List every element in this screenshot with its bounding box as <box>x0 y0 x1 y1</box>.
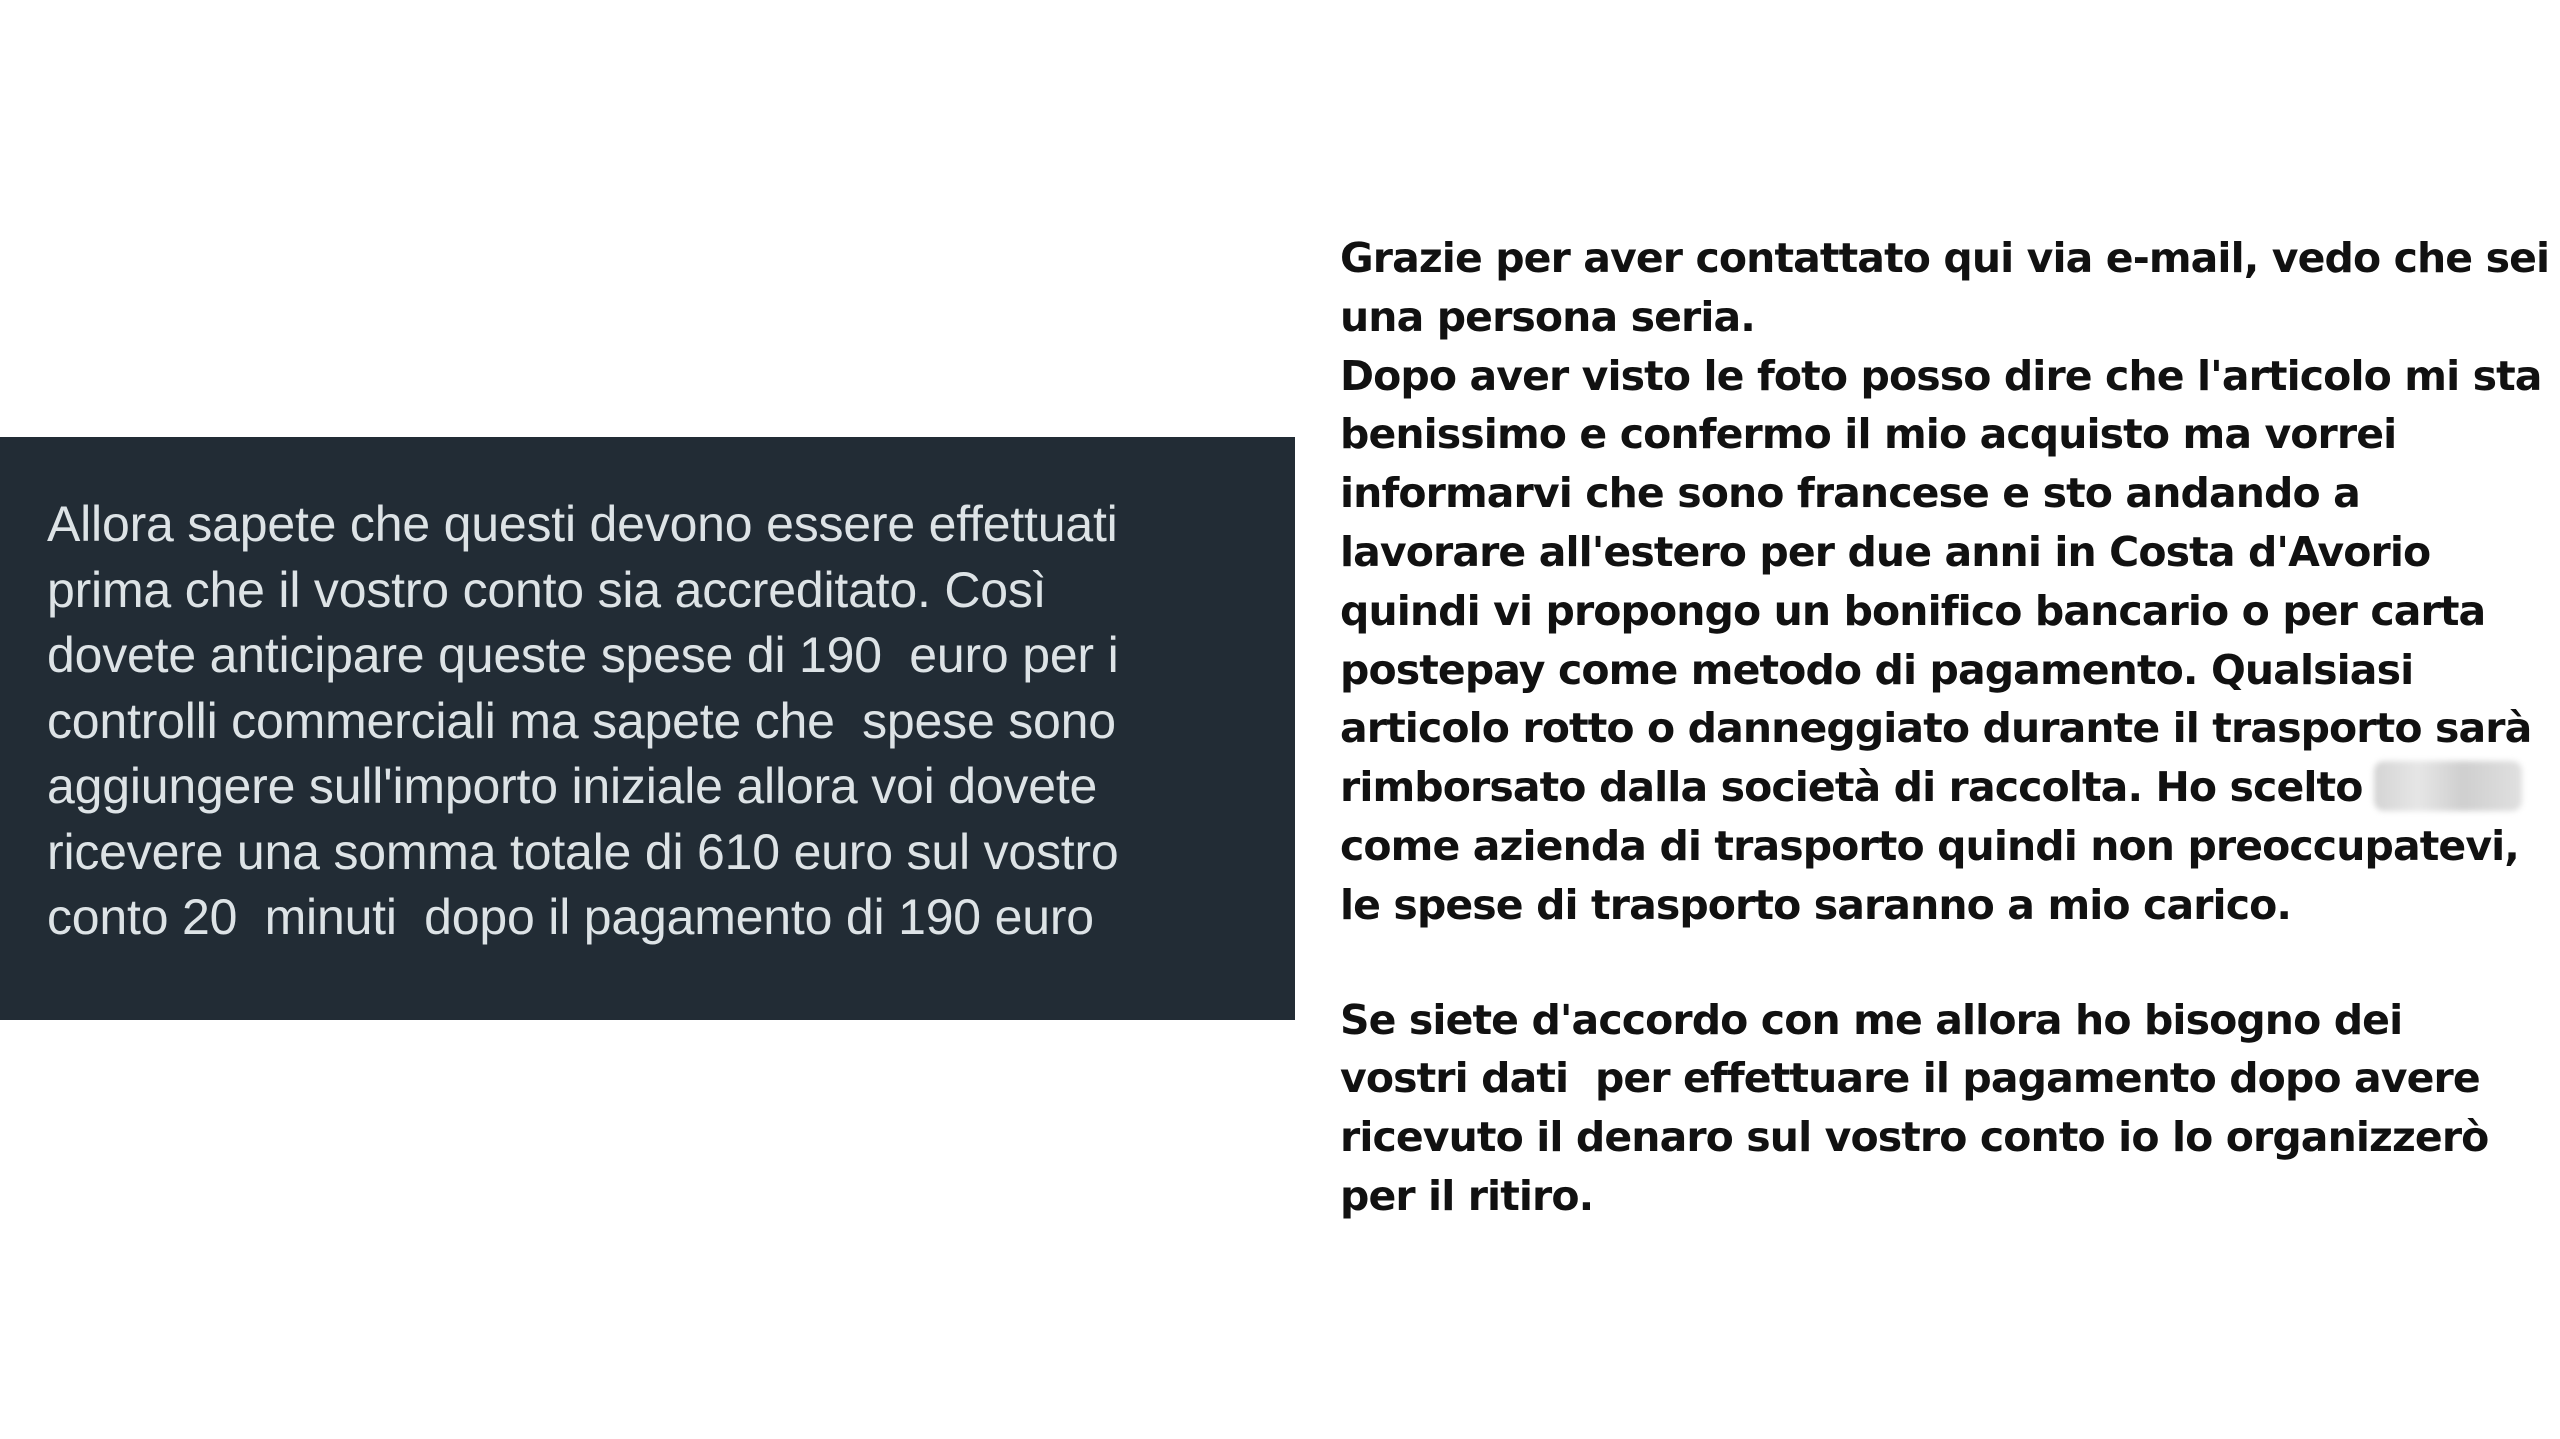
message-line: conto 20 minuti dopo il pagamento di 190 euro <box>47 889 1094 945</box>
email-line: una persona seria. <box>1340 292 1755 341</box>
dark-chat-message-screenshot <box>0 437 1295 1020</box>
email-line: postepay come metodo di pagamento. Qualsiasi <box>1340 645 2414 694</box>
email-line: quindi vi propongo un bonifico bancario o per carta <box>1340 586 2486 635</box>
email-line: Grazie per aver contattato qui via e-mail, vedo che sei <box>1340 234 2550 282</box>
email-line: benissimo e confermo il mio acquisto ma vorrei <box>1340 410 2397 459</box>
email-line: informarvi che sono francese e sto andando a <box>1340 469 2360 518</box>
message-line: ricevere una somma totale di 610 euro sul vostro <box>47 823 1119 880</box>
email-line: articolo rotto o danneggiato durante il trasporto sarà <box>1340 704 2532 753</box>
email-line: ricevuto il denaro sul vostro conto io lo organizzerò <box>1340 1113 2489 1162</box>
email-line-with-redaction <box>1340 758 2555 817</box>
email-line: Se siete d'accordo con me allora ho bisogno dei <box>1340 995 2403 1044</box>
message-line: Allora sapete che questi devono essere effettuati <box>47 496 1118 552</box>
email-line: come azienda di trasporto quindi non preoccupatevi, <box>1340 821 2519 870</box>
message-line: dovete anticipare queste spese di 190 euro per i <box>47 627 1119 683</box>
message-line: aggiungere sull'importo iniziale allora voi dovete <box>47 758 1098 814</box>
email-line: per il ritiro. <box>1340 1171 1594 1220</box>
email-line: le spese di trasporto saranno a mio carico. <box>1340 880 2292 929</box>
message-line: prima che il vostro conto sia accreditato. Così <box>47 561 1047 618</box>
paragraph-gap <box>1340 935 2555 991</box>
email-line-text: rimborsato dalla società di raccolta. Ho scelto <box>1340 763 2363 812</box>
email-line: Dopo aver visto le foto posso dire che l'articolo mi sta <box>1340 351 2542 400</box>
email-line: vostri dati per effettuare il pagamento dopo avere <box>1340 1054 2480 1103</box>
email-message-screenshot <box>1340 229 2555 1226</box>
redacted-company-name <box>2374 761 2522 811</box>
email-line: lavorare all'estero per due anni in Costa d'Avorio <box>1340 527 2431 576</box>
message-line: controlli commerciali ma sapete che spese sono <box>47 692 1116 749</box>
